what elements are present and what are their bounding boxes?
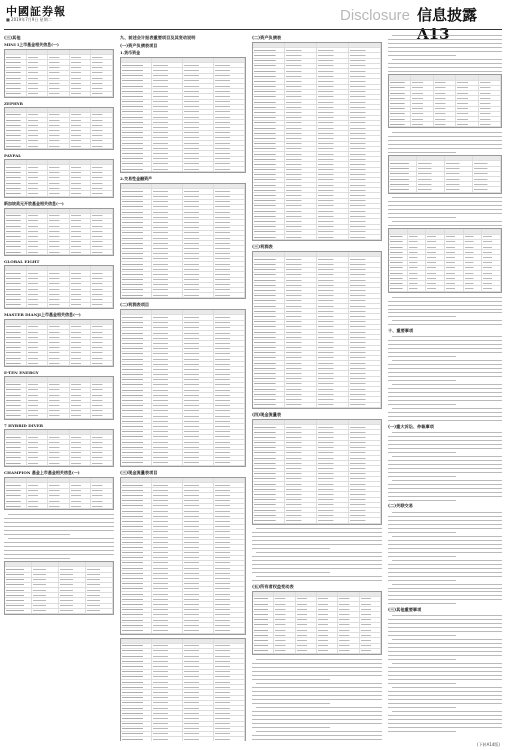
text-line [388, 575, 502, 577]
text-line [388, 224, 502, 226]
text-line [252, 666, 382, 668]
text-line [252, 714, 382, 716]
section-heading: CHAMPION 基金上市基金相关信息(一) [4, 470, 80, 476]
text-line [252, 670, 382, 672]
data-table [4, 429, 114, 467]
text-line [388, 205, 502, 207]
text-line [388, 563, 502, 565]
text-line [388, 340, 502, 342]
text-line [388, 66, 502, 68]
text-line [388, 387, 502, 389]
text-line [388, 375, 502, 377]
section-heading: 2.交易性金融资产 [120, 176, 153, 182]
page-body [4, 33, 502, 741]
section-heading: (三)现金流量表项目 [120, 469, 158, 475]
text-line [388, 499, 502, 501]
text-line [388, 523, 502, 525]
table-row [121, 461, 245, 466]
text-line [4, 541, 114, 543]
text-line [252, 571, 382, 573]
data-table [120, 309, 246, 467]
text-line [252, 706, 382, 708]
text-line [388, 599, 502, 601]
text-line [252, 738, 382, 740]
text-line [388, 483, 502, 485]
disclosure-heading: Disclosure [340, 7, 411, 24]
column-1 [4, 33, 114, 741]
text-line [252, 535, 382, 537]
text-line [388, 619, 502, 621]
table-row [5, 414, 113, 419]
text-line [388, 403, 502, 405]
text-line [388, 583, 502, 585]
text-line [388, 70, 502, 72]
continuation-note: (下转A14版) [477, 742, 500, 747]
data-table [4, 319, 114, 368]
text-line [388, 714, 502, 716]
text-line [388, 710, 502, 712]
text-line [252, 710, 382, 712]
text-line [4, 545, 114, 547]
text-line [252, 674, 382, 676]
text-line [388, 555, 502, 557]
text-line [388, 718, 502, 720]
text-line [388, 579, 502, 581]
text-line [388, 431, 502, 433]
data-table [4, 107, 114, 151]
text-line [252, 718, 382, 720]
data-table [120, 57, 246, 173]
text-line [388, 312, 502, 314]
text-line [388, 208, 502, 210]
data-table [120, 183, 246, 299]
text-line [388, 567, 502, 569]
section-heading: 7 HYBRID DIVER [4, 422, 44, 428]
table-row [5, 504, 113, 509]
text-line [4, 557, 114, 559]
data-table [120, 638, 246, 742]
text-line [388, 351, 502, 353]
text-line [252, 678, 382, 680]
table-row [253, 518, 381, 523]
data-table [120, 477, 246, 635]
text-line [388, 678, 502, 680]
text-line [388, 336, 502, 338]
text-line [388, 630, 502, 632]
text-line [388, 39, 502, 41]
text-line [388, 43, 502, 45]
text-line [252, 539, 382, 541]
text-line [388, 658, 502, 660]
header-rule [4, 29, 502, 30]
text-line [388, 131, 502, 133]
column-4 [388, 33, 502, 741]
table-row [5, 361, 113, 366]
text-line [388, 371, 502, 373]
text-line [388, 139, 502, 141]
text-line [252, 543, 382, 545]
text-line [388, 463, 502, 465]
text-line [388, 571, 502, 573]
text-line [388, 642, 502, 644]
text-line [388, 666, 502, 668]
page-header [0, 0, 506, 30]
text-line [252, 698, 382, 700]
text-line [388, 296, 502, 298]
text-line [4, 525, 114, 527]
data-table [4, 477, 114, 510]
text-line [388, 495, 502, 497]
text-line [388, 51, 502, 53]
data-table [388, 228, 502, 292]
section-heading: GLOBAL EIGHT [4, 259, 40, 265]
text-line [388, 395, 502, 397]
section-heading: 新加坡美元开放基金相关信息(一) [4, 200, 64, 206]
text-line [388, 626, 502, 628]
section-heading: ZEPHYR [4, 100, 23, 106]
text-line [252, 686, 382, 688]
data-table [4, 208, 114, 257]
text-line [252, 722, 382, 724]
text-line [388, 587, 502, 589]
text-line [388, 706, 502, 708]
data-table [4, 159, 114, 197]
column-2 [120, 33, 246, 741]
text-line [4, 513, 114, 515]
table-row [5, 191, 113, 196]
text-line [388, 59, 502, 61]
text-line [388, 308, 502, 310]
text-line [388, 623, 502, 625]
table-row [253, 235, 381, 240]
data-table [4, 265, 114, 309]
table-row [5, 609, 113, 614]
text-line [388, 399, 502, 401]
table-row [5, 92, 113, 97]
text-line [4, 537, 114, 539]
text-line [388, 320, 502, 322]
text-line [252, 559, 382, 561]
table-row [121, 628, 245, 633]
text-line [388, 646, 502, 648]
text-line [388, 220, 502, 222]
text-line [388, 543, 502, 545]
table-row [5, 144, 113, 149]
text-line [388, 391, 502, 393]
table-row [389, 122, 501, 127]
text-line [388, 591, 502, 593]
text-line [388, 551, 502, 553]
table-row [121, 167, 245, 172]
section-heading: (四)现金流量表 [252, 411, 282, 417]
table-row [5, 461, 113, 466]
text-line [252, 726, 382, 728]
text-line [252, 734, 382, 736]
text-line [388, 515, 502, 517]
text-line [388, 359, 502, 361]
text-line [388, 467, 502, 469]
text-line [388, 143, 502, 145]
section-heading: (二)资产负债表 [252, 35, 282, 40]
section-heading: (三)其他重要事项 [388, 606, 422, 612]
section-heading: E-TEN ENERGY [4, 370, 39, 376]
table-row [121, 737, 245, 741]
text-line [388, 47, 502, 49]
section-heading: (一)重大诉讼、仲裁事项 [388, 423, 434, 429]
text-line [388, 615, 502, 617]
text-line [388, 547, 502, 549]
text-line [4, 553, 114, 555]
text-line [388, 415, 502, 417]
text-line [388, 419, 502, 421]
section-heading: 九、前述会计报表重要项目及其变动说明 [120, 35, 196, 40]
text-line [388, 300, 502, 302]
section-heading: MASTER DIANJI上市基金相关信息(一) [4, 311, 81, 317]
section-heading: (一)资产负债表项目 [120, 43, 158, 48]
text-line [252, 690, 382, 692]
text-line [388, 479, 502, 481]
table-row [253, 649, 381, 654]
table-row [121, 293, 245, 298]
text-line [252, 531, 382, 533]
text-line [252, 682, 382, 684]
text-line [388, 197, 502, 199]
section-heading: 十、重要事项 [388, 327, 414, 333]
text-line [4, 549, 114, 551]
text-line [252, 547, 382, 549]
text-line [388, 531, 502, 533]
text-line [388, 447, 502, 449]
text-line [388, 475, 502, 477]
text-line [388, 201, 502, 203]
section-banner: 信息披露 [417, 6, 478, 24]
text-line [388, 324, 502, 326]
text-line [388, 694, 502, 696]
text-line [388, 443, 502, 445]
text-line [388, 455, 502, 457]
data-table [4, 561, 114, 615]
text-line [252, 579, 382, 581]
table-row [389, 187, 501, 192]
text-line [388, 603, 502, 605]
text-line [388, 383, 502, 385]
text-line [388, 304, 502, 306]
text-line [388, 411, 502, 413]
data-table [4, 376, 114, 420]
section-heading: (三)利润表 [252, 244, 273, 250]
text-line [388, 595, 502, 597]
text-line [388, 344, 502, 346]
text-line [388, 451, 502, 453]
data-table [252, 591, 382, 655]
text-line [388, 216, 502, 218]
text-line [388, 379, 502, 381]
text-line [252, 567, 382, 569]
text-line [388, 670, 502, 672]
text-line [4, 529, 114, 531]
text-line [388, 355, 502, 357]
text-line [388, 151, 502, 153]
data-table [252, 251, 382, 409]
table-row [253, 403, 381, 408]
table-row [5, 303, 113, 308]
text-line [252, 730, 382, 732]
text-line [388, 686, 502, 688]
column-3 [252, 33, 382, 741]
section-heading: (三)其他 [4, 35, 21, 40]
text-line [388, 682, 502, 684]
text-line [388, 690, 502, 692]
section-heading: (二)利润表项目 [120, 302, 150, 308]
text-line [388, 722, 502, 724]
text-line [388, 62, 502, 64]
text-line [4, 533, 114, 535]
text-line [388, 487, 502, 489]
text-line [388, 435, 502, 437]
dateline: ■ 2019年7月9日 星期二 [6, 17, 52, 22]
text-line [388, 471, 502, 473]
section-heading: MINI I上市基金相关信息(一) [4, 42, 59, 47]
text-line [388, 147, 502, 149]
text-line [388, 212, 502, 214]
section-heading: PAYPAL [4, 153, 22, 159]
text-line [388, 702, 502, 704]
section-heading: (五)所有者权益变动表 [252, 583, 294, 589]
data-table [252, 42, 382, 241]
text-line [388, 650, 502, 652]
text-line [388, 491, 502, 493]
text-line [388, 363, 502, 365]
text-line [388, 347, 502, 349]
text-line [252, 658, 382, 660]
text-line [4, 521, 114, 523]
text-line [388, 459, 502, 461]
text-line [388, 407, 502, 409]
text-line [388, 55, 502, 57]
newspaper-logo: 中國証券報 [6, 5, 66, 18]
text-line [388, 726, 502, 728]
text-line [4, 517, 114, 519]
text-line [388, 535, 502, 537]
data-table [252, 419, 382, 525]
data-table [388, 74, 502, 128]
text-line [252, 563, 382, 565]
text-line [388, 135, 502, 137]
text-line [388, 511, 502, 513]
text-line [388, 654, 502, 656]
text-line [388, 730, 502, 732]
text-line [388, 439, 502, 441]
text-line [252, 702, 382, 704]
table-row [389, 286, 501, 291]
text-line [388, 638, 502, 640]
text-line [388, 634, 502, 636]
text-line [252, 555, 382, 557]
section-heading: (二)关联交易 [388, 503, 413, 509]
text-line [388, 367, 502, 369]
text-line [252, 662, 382, 664]
section-heading: 1.货币资金 [120, 50, 141, 55]
table-row [5, 250, 113, 255]
text-line [388, 35, 502, 37]
text-line [252, 575, 382, 577]
text-line [388, 698, 502, 700]
data-table [4, 49, 114, 98]
text-line [252, 694, 382, 696]
text-line [388, 539, 502, 541]
text-line [388, 527, 502, 529]
text-line [388, 674, 502, 676]
text-line [388, 316, 502, 318]
text-line [388, 662, 502, 664]
data-table [388, 155, 502, 193]
text-line [388, 559, 502, 561]
text-line [252, 551, 382, 553]
text-line [388, 519, 502, 521]
text-line [252, 528, 382, 530]
